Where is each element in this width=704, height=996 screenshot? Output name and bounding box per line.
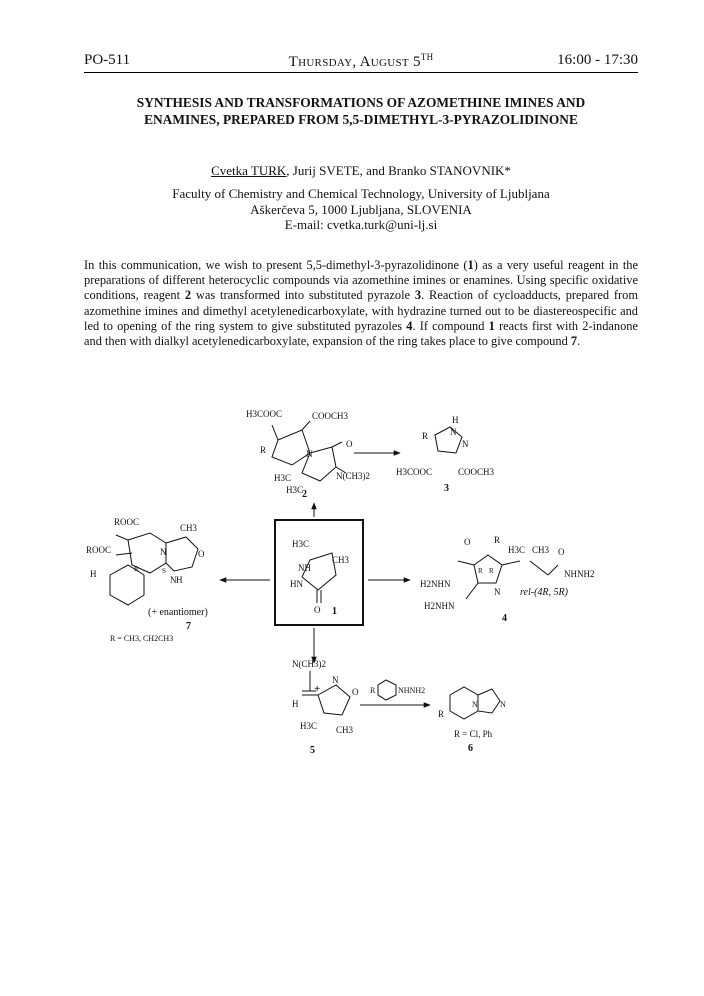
c6-r: R xyxy=(438,709,445,719)
c7-s-stereo: S xyxy=(162,567,166,575)
c2-n: N xyxy=(306,449,313,459)
co-authors: , Jurij SVETE, and Branko STANOVNIK* xyxy=(286,163,511,178)
c4-h2nhn-2: H2NHN xyxy=(424,601,455,611)
c6-n2: N xyxy=(500,700,506,709)
c5-me1: H3C xyxy=(300,721,318,731)
compound-6-label: 6 xyxy=(468,743,473,754)
abstract-code: PO-511 xyxy=(84,52,131,68)
c2-r: R xyxy=(260,445,267,455)
compound-3-label: 3 xyxy=(444,483,449,494)
reagent-label: NHNH2 xyxy=(398,686,426,695)
paper-title: SYNTHESIS AND TRANSFORMATIONS OF AZOMETHINE IMINES AND ENAMINES, PREPARED FROM 5,5-DIMETHYL-3-PYRAZOLIDINONE xyxy=(136,95,586,127)
c5-n: N xyxy=(332,675,339,685)
session-time: 16:00 - 17:30 xyxy=(557,52,638,68)
c2-me1: H3C xyxy=(274,473,292,483)
c5-h: H xyxy=(292,699,299,709)
c1-o: O xyxy=(314,605,321,615)
affiliation-email: E-mail: cvetka.turk@uni-lj.si xyxy=(284,217,438,232)
compound-4-label: 4 xyxy=(502,613,507,624)
c5-me2: CH3 xyxy=(336,725,354,735)
c4-rel: rel-(4R, 5R) xyxy=(520,587,568,598)
compound-2-label: 2 xyxy=(302,489,307,500)
c2-me2: H3C xyxy=(286,485,304,495)
c1-nh: NH xyxy=(298,563,311,573)
reaction-scheme xyxy=(70,395,650,775)
c3-n: N xyxy=(462,439,469,449)
compound-7-benzo xyxy=(110,565,144,605)
c3-ester2: COOCH3 xyxy=(458,467,495,477)
c7-enantiomer: (+ enantiomer) xyxy=(148,607,208,618)
c7-nh: N xyxy=(170,575,177,585)
c4-h2nhn-1: H2NHN xyxy=(420,579,451,589)
c4-n: N xyxy=(494,587,501,597)
c1-h3c: H3C xyxy=(292,539,310,549)
c4-nhnh2: NHNH2 xyxy=(564,569,595,579)
c7-note: R = CH3, CH2CH3 xyxy=(110,634,174,643)
c2-nme2: N(CH3)2 xyxy=(336,471,370,481)
c3-h: H xyxy=(452,415,459,425)
c3-r: R xyxy=(422,431,429,441)
c3-ester1: H3COOC xyxy=(396,467,433,477)
c5-plus: + xyxy=(314,683,321,695)
c7-ch3: CH3 xyxy=(180,523,198,533)
reagent-r: R xyxy=(370,686,376,695)
compound-7-label: 7 xyxy=(186,621,191,632)
compound-3-ring xyxy=(435,427,462,453)
c2-ester1: H3COOC xyxy=(246,409,283,419)
c4-stereo-1: R xyxy=(478,567,483,575)
c6-note: R = Cl, Ph xyxy=(454,729,493,739)
c7-rooc2: ROOC xyxy=(86,545,112,555)
page-header xyxy=(84,50,638,73)
c7-n: N xyxy=(160,547,167,557)
c7-o: O xyxy=(198,549,205,559)
presenting-author: Cvetka TURK xyxy=(211,163,287,178)
affiliation-line: Faculty of Chemistry and Chemical Technology, University of Ljubljana xyxy=(172,186,550,201)
c4-stereo-2: R xyxy=(489,567,494,575)
c4-ch3: CH3 xyxy=(532,545,550,555)
c3-nh: N xyxy=(450,427,457,437)
compound-6-ring-b xyxy=(478,689,500,713)
c2-o: O xyxy=(346,439,353,449)
author-list xyxy=(84,163,638,179)
c7-r-stereo: R xyxy=(134,565,139,573)
c4-o: O xyxy=(558,547,565,557)
session-day: Thursday, August 5TH xyxy=(288,52,434,70)
c1-ch3: CH3 xyxy=(332,555,350,565)
c7-h2: H xyxy=(90,569,97,579)
affiliation-address: Aškerčeva 5, 1000 Ljubljana, SLOVENIA xyxy=(250,201,472,217)
affiliation xyxy=(84,186,638,233)
c2-ester2: COOCH3 xyxy=(312,411,349,421)
c6-n: N xyxy=(472,700,478,709)
compound-1-label: 1 xyxy=(332,606,337,617)
c1-hn: HN xyxy=(290,579,303,589)
c4-o2: O xyxy=(464,537,471,547)
c4-r: R xyxy=(494,535,501,545)
compound-5-ring xyxy=(318,685,350,715)
compound-7-ring-b xyxy=(166,537,198,571)
c7-rooc1: ROOC xyxy=(114,517,140,527)
c5-o: O xyxy=(352,687,359,697)
compound-5-label: 5 xyxy=(310,745,315,756)
compound-2-ring-a xyxy=(272,430,310,465)
c5-nme2: N(CH3)2 xyxy=(292,659,326,669)
abstract-text: In this communication, we wish to present 5,5-dimethyl-3-pyrazolidinone (1) as a very useful reagent in the preparations of different heterocyclic compounds via azomethine imines or enamines. Using specific oxidative conditions, reagent 2 was transformed into substituted pyrazole 3. Reaction of cycloadducts, prepared from azomethine imines and dimethyl acetylenedicarboxylate, with hydrazine turned out to be diastereospecific and led to opening of the ring system to give substituted pyrazoles 4. If compound 1 reacts first with 2-indanone and then with dialkyl acetylenedicarboxylate, expansion of the ring takes place to give compound 7. xyxy=(84,258,638,349)
c7-h: H xyxy=(176,575,183,585)
c4-me: H3C xyxy=(508,545,526,555)
